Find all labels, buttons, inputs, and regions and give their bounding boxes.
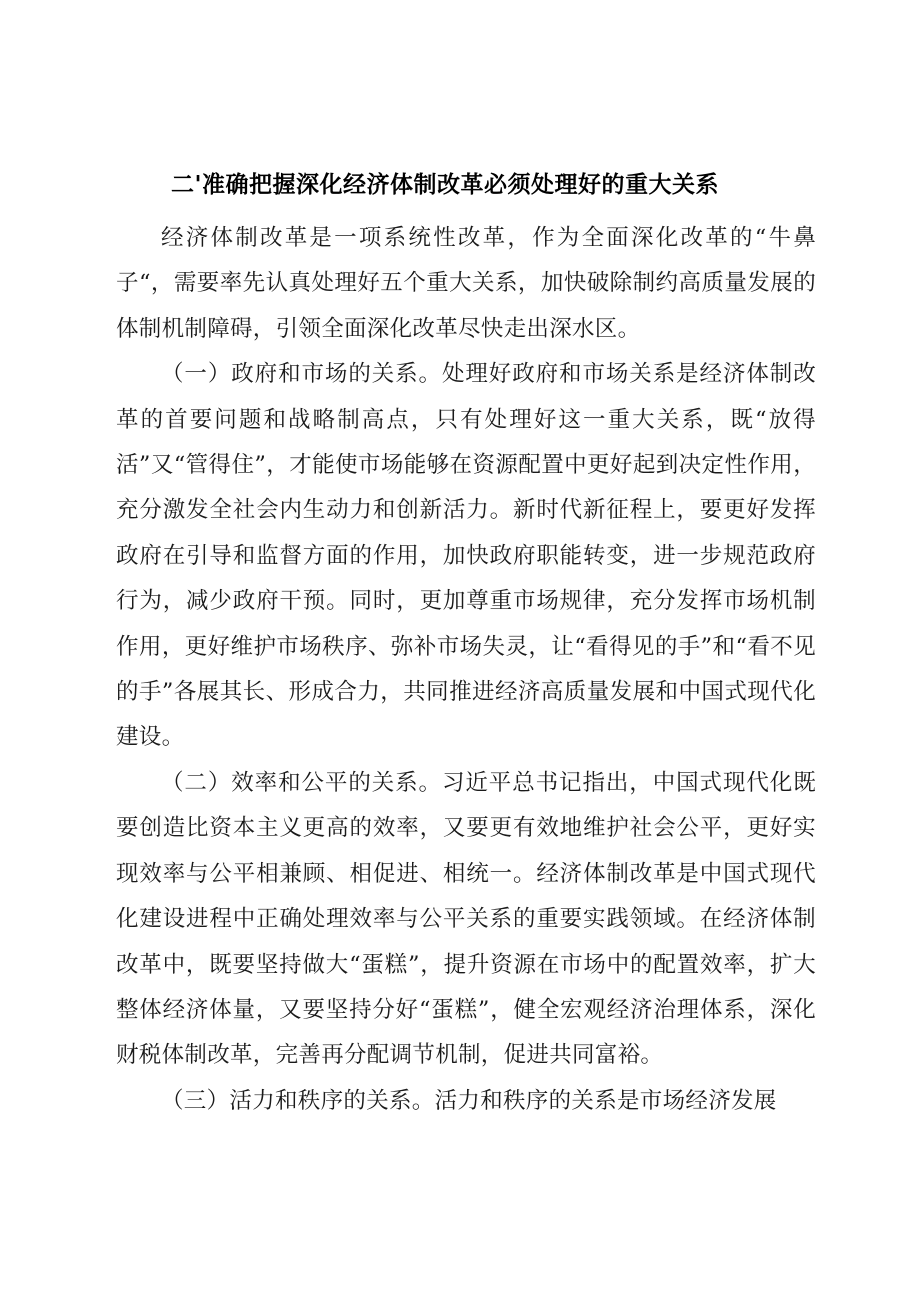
section-heading: 二'准确把握深化经济体制改革必须处理好的重大关系: [171, 172, 720, 198]
paragraph-vitality-order: （三）活力和秩序的关系。活力和秩序的关系是市场经济发展: [161, 1087, 777, 1114]
paragraph-efficiency-fairness: （二）效率和公平的关系。习近平总书记指出，中国式现代化既要创造比资本主义更高的效率，又要更有效地维护社会公平，更好实现效率与公平相兼顾、相促进、相统一。经济体制改革是中国式现代化建设进程中正确处理效率与公平关系的重要实践领域。在经济体制改革中，既要坚持做大“蛋糕”，提升资源在市场中的配置效率，扩大整体经济体量，又要坚持分好“蛋糕”，健全宏观经济治理体系，深化财税体制改革，完善再分配调节机制，促进共同富裕。: [116, 769, 816, 1069]
paragraph-intro: 经济体制改革是一项系统性改革，作为全面深化改革的“牛鼻子“，需要率先认真处理好五个重大关系，加快破除制约高质量发展的体制机制障碍，引领全面深化改革尽快走出深水区。: [116, 225, 816, 342]
paragraph-government-market: （一）政府和市场的关系。处理好政府和市场关系是经济体制改革的首要问题和战略制高点，只有处理好这一重大关系，既“放得活”又“管得住”，才能使市场能够在资源配置中更好起到决定性作用，充分激发全社会内生动力和创新活力。新时代新征程上，要更好发挥政府在引导和监督方面的作用，加快政府职能转变，进一步规范政府行为，减少政府干预。同时，更加尊重市场规律，充分发挥市场机制作用，更好维护市场秩序、弥补市场失灵，让“看得见的手”和“看不见的手”各展其长、形成合力，共同推进经济高质量发展和中国式现代化建设。: [116, 361, 816, 751]
document-body: [116, 216, 816, 1124]
